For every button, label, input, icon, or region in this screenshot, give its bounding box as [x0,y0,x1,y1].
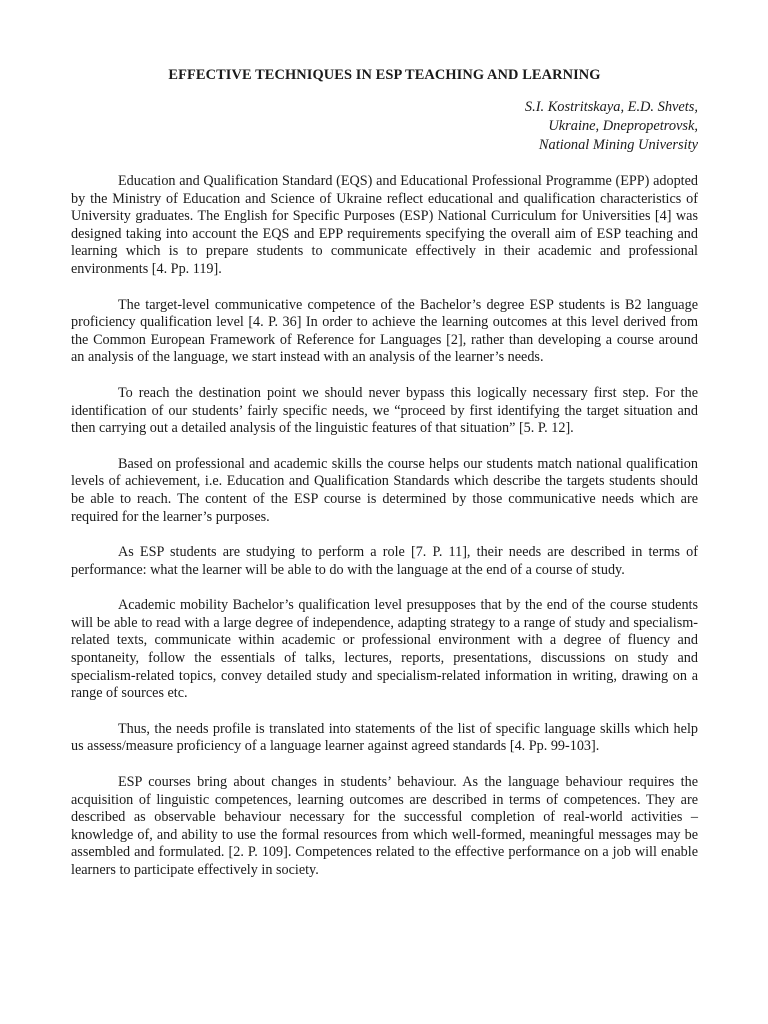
paragraph-6: Academic mobility Bachelor’s qualification level presupposes that by the end of the course students will be able to read with a large degree of independence, adapting strategy to a range of study and specialism-related texts, communicate within academic or professional environment with a degree of fluency and spontaneity, follow the essentials of talks, lectures, reports, presentations, discussions on study and specialism-related topics, convey detailed study and specialism-related information in writing, drawing on a range of sources etc. [71,597,698,702]
paragraph-4: Based on professional and academic skills the course helps our students match national qualification levels of achievement, i.e. Education and Qualification Standards which describe the targets students should be able to reach. The content of the ESP course is determined by those communicative needs which are required for the learner’s purposes. [71,455,698,525]
document-page [71,66,698,898]
paragraph-5: As ESP students are studying to perform a role [7. P. 11], their needs are described in terms of performance: what the learner will be able to do with the language at the end of a course of study. [71,544,698,578]
author-block [71,98,698,155]
paragraph-3: To reach the destination point we should never bypass this logically necessary first step. For the identification of our students’ fairly specific needs, we “proceed by first identifying the target situation and then carrying out a detailed analysis of the linguistic features of that situation” [5. P. 12]. [71,384,698,437]
author-names: S.I. Kostritskaya, E.D. Shvets, [524,99,698,115]
paragraph-2: The target-level communicative competence of the Bachelor’s degree ESP students is B2 language proficiency qualification level [4. P. 36] In order to achieve the learning outcomes at this level derived from the Common European Framework of Reference for Languages [2], rather than developing a course around an analysis of the language, we start instead with an analysis of the learner’s needs. [71,296,698,366]
author-location: Ukraine, Dnepropetrovsk, [548,118,698,134]
paper-title: EFFECTIVE TECHNIQUES IN ESP TEACHING AND LEARNING [168,67,601,83]
paragraph-8: ESP courses bring about changes in students’ behaviour. As the language behaviour requires the acquisition of linguistic competences, learning outcomes are described in terms of competences. They are described as observable behaviour necessary for the successful completion of real-world activities – knowledge of, and ability to use the formal resources from which well-formed, meaningful messages may be assembled and formulated. [2. P. 109]. Competences related to the effective performance on a job will enable learners to participate effectively in society. [71,774,698,878]
paragraph-7: Thus, the needs profile is translated into statements of the list of specific language skills which help us assess/measure proficiency of a language learner against agreed standards [4. Pp. 99-103]. [71,720,698,755]
paragraph-1: Education and Qualification Standard (EQS) and Educational Professional Programme (EPP) adopted by the Ministry of Education and Science of Ukraine reflect educational and qualification characteristics of University graduates. The English for Specific Purposes (ESP) National Curriculum for Universities [4] was designed taking into account the EQS and EPP requirements specifying the overall aim of ESP teaching and learning which is to prepare students to communicate effectively in their academic and professional environments [4. Pp. 119]. [71,173,698,277]
author-affiliation: National Mining University [538,137,698,153]
